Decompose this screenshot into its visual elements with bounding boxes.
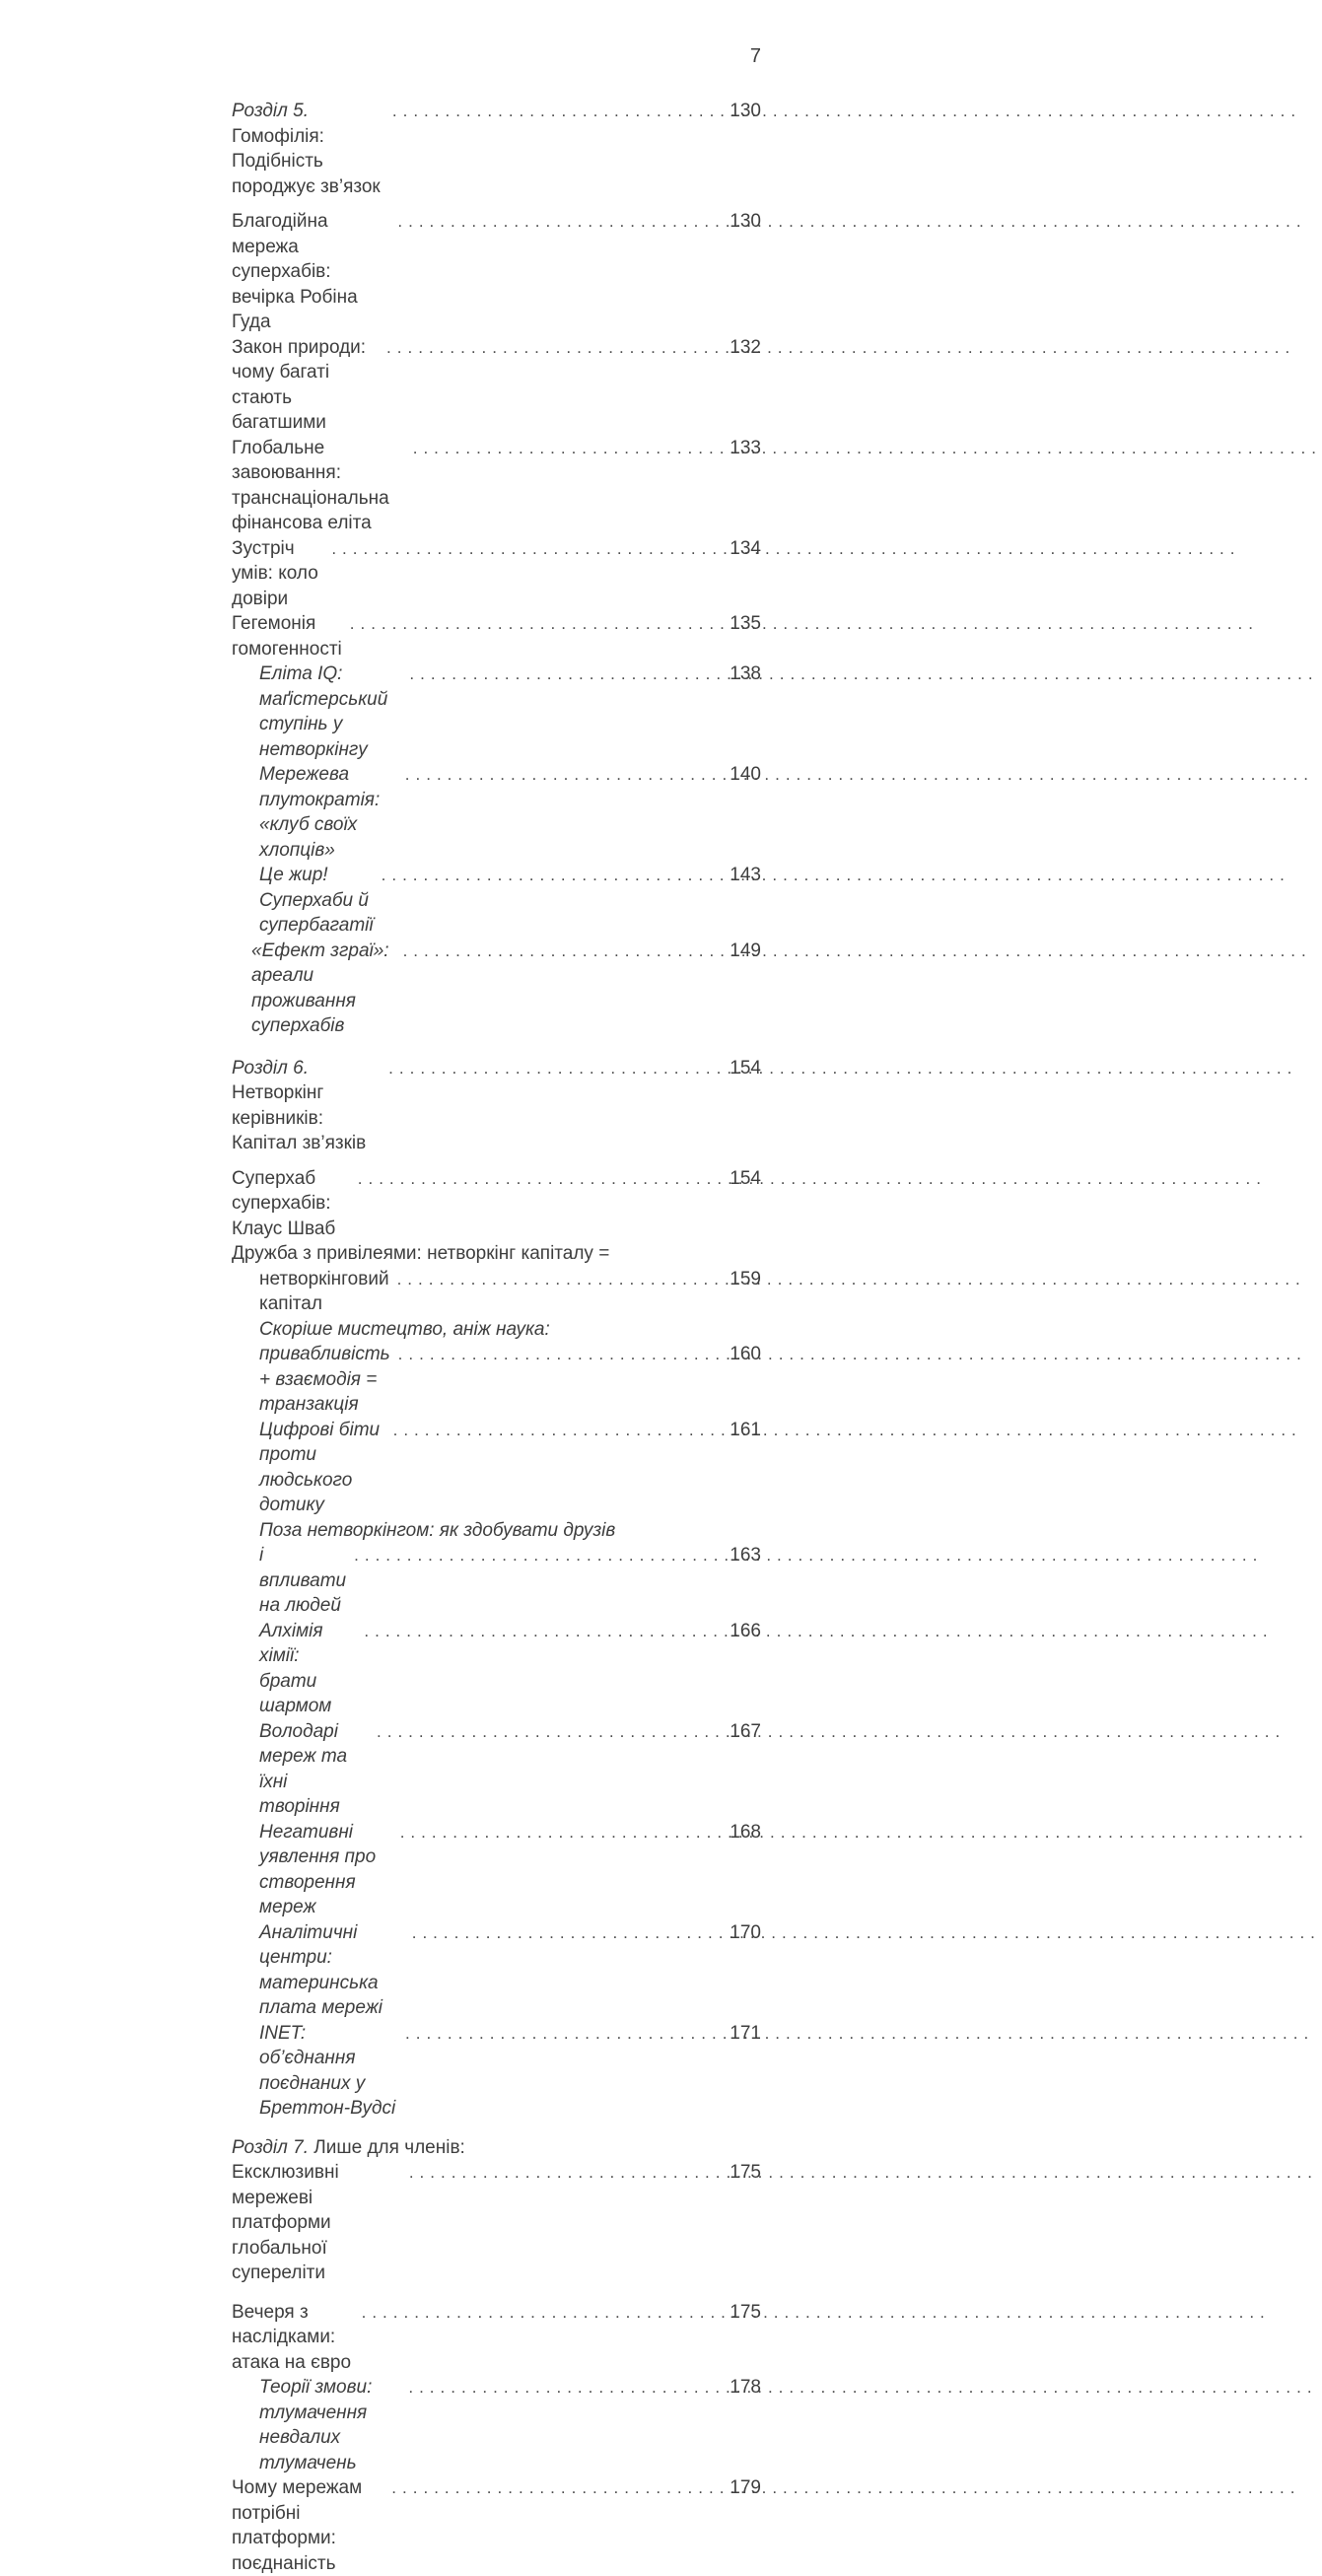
- toc-entry-title: Закон природи: чому багаті стають багатшими: [232, 336, 372, 433]
- dot-leader: [405, 2021, 719, 2047]
- toc-page-number: 132: [730, 336, 761, 358]
- dot-leader: [354, 1543, 719, 1568]
- toc-entry-title: Алхімія хімії: брати шармом: [259, 1620, 332, 1716]
- toc-entry-title: Поза нетворкінгом: як здобувати друзів: [259, 1519, 616, 1541]
- toc-page-number: 159: [730, 1268, 761, 1289]
- toc-chapter-row: [232, 2160, 761, 2286]
- toc-entry-title: Вечеря з наслідками: атака на євро: [232, 2301, 352, 2373]
- toc-page-number: 154: [730, 1167, 761, 1189]
- toc-entry-title: Чому мережам потрібні платформи: поєднаність: [232, 2477, 368, 2574]
- dot-leader: [391, 2475, 719, 2501]
- dot-leader: [382, 863, 719, 888]
- toc-page-number: 166: [730, 1620, 761, 1641]
- toc-entry-row: [232, 1241, 761, 1267]
- toc-entry-title: «Ефект зграї»: ареали проживання суперхабів: [251, 940, 394, 1036]
- toc-entry-title: Теорії змови: тлумачення невдалих тлумачень: [259, 2377, 378, 2473]
- toc-entry-row: [232, 1418, 761, 1518]
- toc-page-number: 140: [730, 764, 761, 785]
- dot-leader: [392, 99, 719, 124]
- toc-page-number: 134: [730, 537, 761, 559]
- toc-entry-row: [232, 536, 761, 612]
- toc-entry-title: Гегемонія гомогенності: [232, 613, 342, 660]
- toc-page-number: 130: [730, 101, 761, 121]
- toc-entry-row: [232, 1619, 761, 1719]
- dot-leader: [386, 335, 719, 361]
- dot-leader: [409, 661, 719, 687]
- toc-page-number: 135: [730, 613, 761, 634]
- dot-leader: [400, 1820, 719, 1845]
- toc-entry-row: [232, 2300, 761, 2376]
- toc-entry-row: [232, 436, 761, 536]
- toc-entry-row: [232, 762, 761, 863]
- page-number: 7: [749, 45, 761, 67]
- dot-leader: [408, 2375, 719, 2401]
- toc-chapter-row: [232, 99, 761, 199]
- dot-leader: [331, 536, 719, 562]
- dot-leader: [358, 1166, 719, 1192]
- toc-entry-row: [232, 1267, 761, 1317]
- dot-leader: [403, 939, 719, 964]
- book-page: [232, 44, 761, 2576]
- toc-entry-title: нетворкінговий капітал: [259, 1268, 394, 1314]
- toc-page-number: 143: [730, 865, 761, 885]
- toc-page-number: 179: [730, 2477, 761, 2498]
- toc-entry-row: [232, 1518, 761, 1544]
- toc-entry-row: [232, 863, 761, 939]
- toc-entry-title: Розділ 5. Гомофілія: Подібність породжує зв’язок: [232, 101, 381, 197]
- toc-entry-title: привабливість + взаємодія = транзакція: [259, 1344, 395, 1415]
- toc-entry-title: Розділ 7. Лише для членів:: [232, 2136, 465, 2158]
- toc-page-number: 175: [730, 2301, 761, 2323]
- dot-leader: [409, 2160, 719, 2186]
- toc-page-number: 167: [730, 1720, 761, 1742]
- dot-leader: [398, 1342, 719, 1367]
- toc-entry-title: Негативні уявлення про створення мереж: [259, 1821, 382, 1917]
- toc-page-number: 133: [730, 437, 761, 458]
- dot-leader: [377, 1719, 719, 1745]
- dot-leader: [362, 2300, 719, 2326]
- toc-entry-title: Це жир! Суперхаби й супербагатії: [259, 865, 375, 936]
- toc-entry-title: Благодійна мережа суперхабів: вечірка Робіна Гуда: [232, 211, 363, 332]
- toc-page-number: 175: [730, 2162, 761, 2183]
- toc-entry-title: Глобальне завоювання: транснаціональна фінансова еліта: [232, 437, 394, 533]
- toc-entry-row: [232, 661, 761, 762]
- toc-entry-title: Дружба з привілеями: нетворкінг капіталу =: [232, 1243, 610, 1264]
- dot-leader: [405, 762, 719, 788]
- toc-chapter-row: [232, 2135, 761, 2161]
- toc-entry-title: Цифрові біти проти людського дотику: [259, 1419, 385, 1515]
- toc-entry-title: Розділ 6. Нетворкінг керівників: Капітал зв’язків: [232, 1057, 367, 1153]
- toc-entry-title: INET: об’єднання поєднаних у Бреттон-Вудсі: [259, 2022, 396, 2119]
- toc-entry-row: [232, 335, 761, 436]
- dot-leader: [350, 611, 719, 637]
- toc-page-number: 170: [730, 1921, 761, 1943]
- toc-entry-title: Ексклюзивні мережеві платформи глобальної супереліти: [232, 2162, 344, 2283]
- toc-page-number: 160: [730, 1344, 761, 1364]
- toc-entry-title: Володарі мереж та їхні творіння: [259, 1720, 353, 1817]
- toc-page-number: 163: [730, 1545, 761, 1566]
- toc-page-number: 178: [730, 2377, 761, 2398]
- toc-entry-title: Мережева плутократія: «клуб своїх хлопців»: [259, 764, 385, 861]
- toc-entry-row: [232, 1820, 761, 1920]
- dot-leader: [413, 436, 719, 461]
- toc-entry-row: [232, 1166, 761, 1242]
- toc-chapter-row: [232, 1056, 761, 1156]
- toc-page-number: 130: [730, 211, 761, 232]
- dot-leader: [388, 1056, 719, 1081]
- toc-entry-row: [232, 1920, 761, 2021]
- dot-leader: [364, 1619, 719, 1644]
- toc-entry-title: Еліта IQ: маґістерський ступінь у нетворкінгу: [259, 663, 393, 760]
- toc-entry-title: Скоріше мистецтво, аніж наука:: [259, 1318, 550, 1340]
- toc-entry-row: [232, 2375, 761, 2475]
- dot-leader: [397, 1267, 719, 1292]
- toc-entry-row: [232, 2021, 761, 2122]
- toc-page-number: 161: [730, 1419, 761, 1440]
- toc-entry-row: [232, 1719, 761, 1820]
- toc-entry-title: Суперхаб суперхабів: Клаус Шваб: [232, 1167, 336, 1239]
- toc-entry-row: [232, 1317, 761, 1343]
- toc-entry-title: Аналітичні центри: материнська плата мережі: [259, 1921, 383, 2018]
- toc-page-number: 171: [730, 2022, 761, 2044]
- dot-leader: [412, 1920, 719, 1946]
- toc-page-number: 138: [730, 663, 761, 684]
- toc-entry-row: [232, 611, 761, 661]
- toc-entry-row: [232, 1342, 761, 1418]
- toc-entry-title: Зустріч умів: коло довіри: [232, 537, 324, 609]
- toc-entry-row: [232, 209, 761, 335]
- toc-page-number: 168: [730, 1821, 761, 1843]
- toc-page-number: 149: [730, 940, 761, 961]
- toc-list: [232, 99, 761, 2576]
- toc-entry-row: [232, 2475, 761, 2576]
- dot-leader: [397, 209, 719, 235]
- toc-entry-row: [232, 1543, 761, 1619]
- dot-leader: [393, 1418, 719, 1443]
- toc-entry-title: і впливати на людей: [259, 1545, 352, 1616]
- toc-entry-row: [232, 939, 761, 1039]
- toc-page-number: 154: [730, 1057, 761, 1079]
